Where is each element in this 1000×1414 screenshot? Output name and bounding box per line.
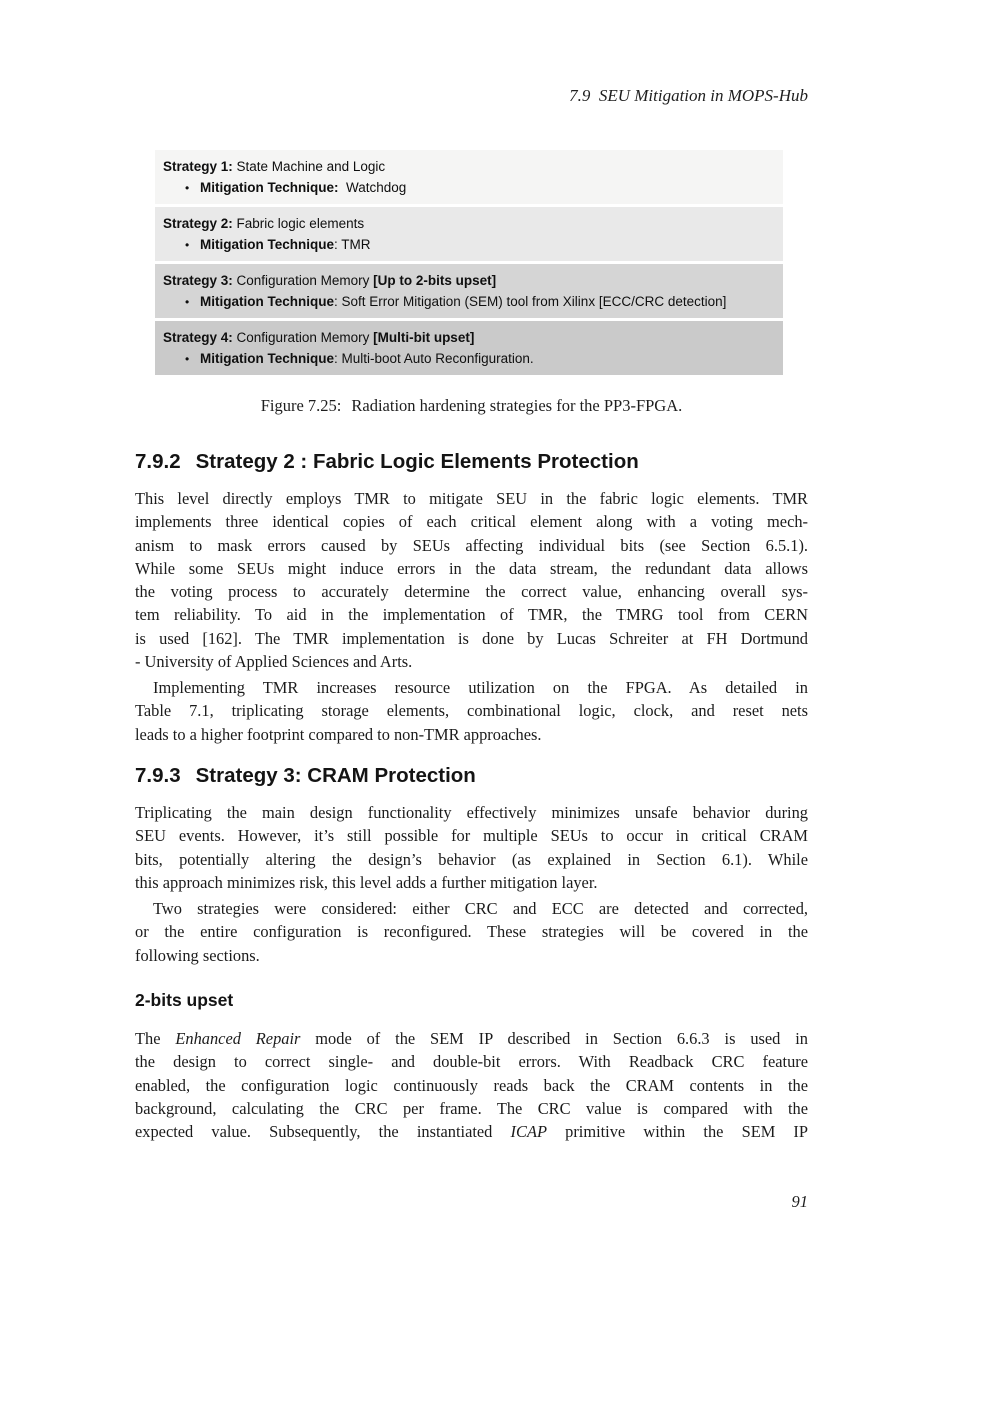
text-line: enabled, the configuration logic continuously reads back the CRAM contents in the — [135, 1075, 808, 1095]
mitigation-technique: Mitigation Technique: Watchdog — [200, 180, 407, 195]
strategy-row-1 — [155, 150, 783, 204]
text-line: While some SEUs might induce errors in the data stream, the redundant data allows — [135, 558, 808, 578]
bullet-icon: • — [185, 181, 190, 195]
section-title: Strategy 3: CRAM Protection — [195, 764, 476, 787]
bullet-icon: • — [185, 352, 190, 366]
running-head: 7.9 SEU Mitigation in MOPS-Hub — [569, 86, 808, 105]
text-line: the design to correct single- and double-bit errors. With Readback CRC feature — [135, 1052, 808, 1072]
strategy-bullet-item — [163, 236, 776, 254]
strategy-desc-bold: [Up to 2-bits upset] — [373, 273, 497, 288]
section-number: 7.9.2 — [135, 450, 181, 473]
text-line: - University of Applied Sciences and Arts. — [135, 652, 413, 672]
strategy-title — [163, 272, 776, 290]
subsection-heading-2bits-upset: 2-bits upset — [135, 990, 234, 1010]
strategy-desc: Configuration Memory — [232, 330, 374, 345]
text-line: bits, potentially altering the design’s behavior (as explained in Section 6.1). While — [135, 849, 808, 869]
page-number: 91 — [791, 1192, 808, 1211]
figure-caption-label: Figure 7.25: — [260, 396, 342, 415]
strategy-label: Strategy 2: — [163, 216, 233, 231]
strategy-title — [163, 158, 776, 176]
text-line: Implementing TMR increases resource utilization on the FPGA. As detailed in — [153, 678, 808, 697]
text-line: the voting process to accurately determine the correct value, enhancing overall sys- — [135, 582, 808, 602]
section-heading-793 — [135, 764, 808, 788]
strategy-label: Strategy 4: — [163, 330, 233, 345]
strategy-desc: Configuration Memory — [232, 273, 374, 288]
text-line: Two strategies were considered: either CRC and ECC are detected and corrected, — [153, 899, 808, 918]
paragraph — [135, 676, 808, 746]
section-title: Strategy 2 : Fabric Logic Elements Protection — [195, 450, 639, 473]
text-line: background, calculating the CRC per frame. The CRC value is compared with the — [135, 1098, 808, 1118]
text-line: leads to a higher footprint compared to non-TMR approaches. — [135, 724, 542, 744]
figure-caption-text: Radiation hardening strategies for the PP3-FPGA. — [351, 396, 683, 415]
bullet-icon: • — [185, 238, 190, 252]
strategy-title — [163, 329, 776, 347]
text-line: expected value. Subsequently, the instantiated ICAP primitive within the SEM IP — [135, 1122, 809, 1142]
text-line: The Enhanced Repair mode of the SEM IP described in Section 6.6.3 is used in — [135, 1029, 809, 1048]
figure-strategy-table — [155, 150, 783, 375]
section-heading-792 — [135, 450, 808, 474]
text-line: implements three identical copies of each critical element along with a voting mech- — [135, 512, 808, 532]
strategy-label: Strategy 1: — [163, 159, 233, 174]
text-line: Triplicating the main design functionality effectively minimizes unsafe behavior during — [135, 803, 808, 822]
strategy-desc-bold: [Multi-bit upset] — [373, 330, 475, 345]
text-line: tem reliability. To aid in the implementation of TMR, the TMRG tool from CERN — [135, 605, 808, 625]
strategy-row-4 — [155, 321, 783, 375]
strategy-bullet-item — [163, 350, 776, 368]
figure-caption — [135, 396, 808, 416]
paragraph — [135, 487, 808, 673]
strategy-desc: Fabric logic elements — [232, 216, 365, 231]
strategy-desc: State Machine and Logic — [232, 159, 386, 174]
paragraph — [135, 897, 808, 967]
strategy-title — [163, 215, 776, 233]
text-line: This level directly employs TMR to mitigate SEU in the fabric logic elements. TMR — [135, 489, 808, 508]
strategy-row-3 — [155, 264, 783, 318]
mitigation-technique: Mitigation Technique: TMR — [200, 237, 371, 252]
text-line: anism to mask errors caused by SEUs affecting individual bits (see Section 6.5.1). — [135, 535, 808, 555]
paragraph — [135, 1027, 808, 1143]
text-line: is used [162]. The TMR implementation is done by Lucas Schreiter at FH Dortmund — [135, 628, 808, 648]
text-line: Table 7.1, triplicating storage elements, combinational logic, clock, and reset nets — [135, 701, 808, 721]
bullet-icon: • — [185, 295, 190, 309]
paragraph — [135, 801, 808, 894]
text-line: or the entire configuration is reconfigured. These strategies will be covered in the — [135, 922, 808, 942]
text-line: this approach minimizes risk, this level adds a further mitigation layer. — [135, 872, 598, 892]
text-line: SEU events. However, it’s still possible for multiple SEUs to occur in critical CRAM — [135, 826, 808, 846]
mitigation-technique: Mitigation Technique: Multi-boot Auto Reconfiguration. — [200, 351, 534, 366]
text-line: following sections. — [135, 945, 260, 965]
mitigation-technique: Mitigation Technique: Soft Error Mitigation (SEM) tool from Xilinx [ECC/CRC detection] — [200, 294, 727, 309]
strategy-label: Strategy 3: — [163, 273, 233, 288]
strategy-bullet-item — [163, 293, 776, 311]
section-number: 7.9.3 — [135, 764, 181, 787]
strategy-row-2 — [155, 207, 783, 261]
strategy-bullet-item — [163, 179, 776, 197]
